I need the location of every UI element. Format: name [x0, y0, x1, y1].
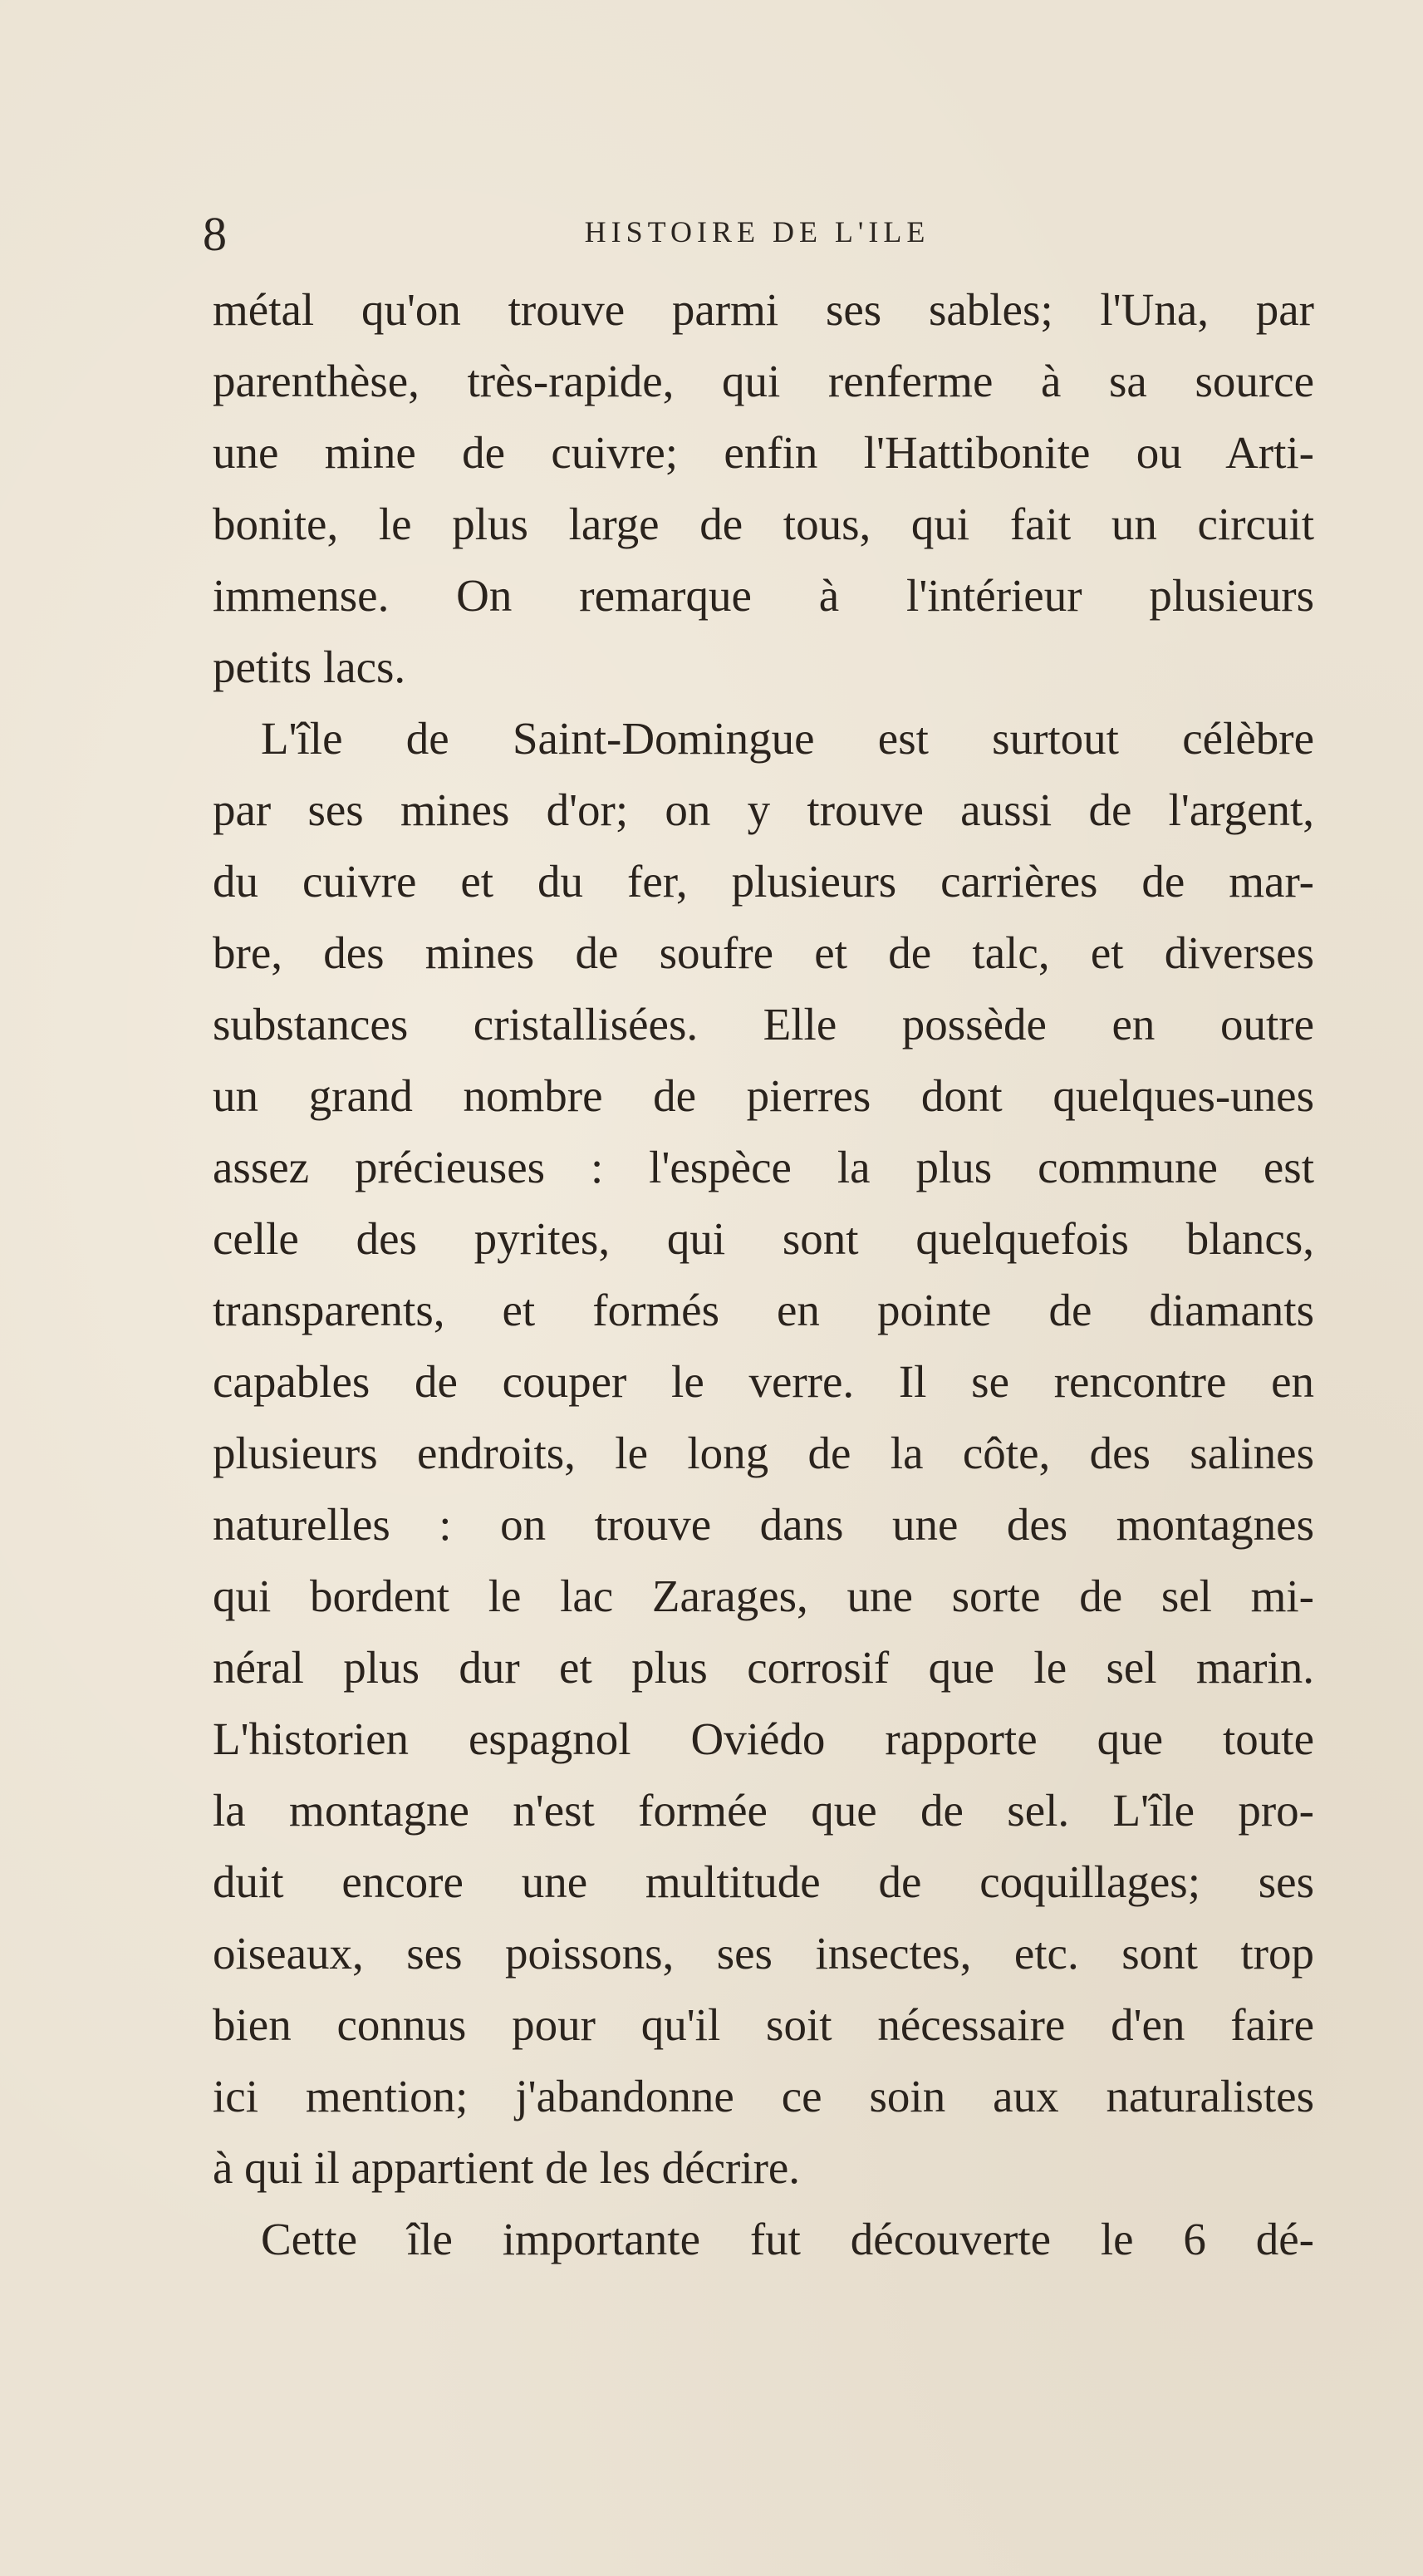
text-line: transparents, et formés en pointe de diamants — [213, 1285, 1314, 1335]
text-line: du cuivre et du fer, plusieurs carrières de mar- — [213, 856, 1314, 907]
text-line: par ses mines d'or; on y trouve aussi de l'argent, — [213, 784, 1314, 835]
page-number: 8 — [203, 207, 227, 261]
body-text — [213, 274, 1314, 2275]
text-line: un grand nombre de pierres dont quelques-unes — [213, 1070, 1314, 1121]
text-line: naturelles : on trouve dans une des montagnes — [213, 1499, 1314, 1550]
text-line: ici mention; j'abandonne ce soin aux naturalistes — [213, 2071, 1314, 2121]
text-line: à qui il appartient de les décrire. — [213, 2142, 801, 2193]
text-line: immense. On remarque à l'intérieur plusieurs — [213, 570, 1314, 621]
text-line: capables de couper le verre. Il se rencontre en — [213, 1356, 1314, 1407]
text-line: qui bordent le lac Zarages, une sorte de sel mi- — [213, 1571, 1314, 1621]
text-line: petits lacs. — [213, 642, 406, 692]
text-line: métal qu'on trouve parmi ses sables; l'Una, par — [213, 284, 1314, 335]
text-line: duit encore une multitude de coquillages; ses — [213, 1856, 1314, 1907]
text-line: la montagne n'est formée que de sel. L'île pro- — [213, 1785, 1314, 1836]
text-line: Cette île importante fut découverte le 6 dé- — [261, 2214, 1314, 2264]
running-head: HISTOIRE DE L'ILE — [584, 215, 930, 248]
text-line: une mine de cuivre; enfin l'Hattibonite ou Arti- — [213, 427, 1314, 478]
text-line: L'historien espagnol Oviédo rapporte que toute — [213, 1713, 1314, 1764]
text-line: parenthèse, très-rapide, qui renferme à sa source — [213, 356, 1314, 406]
text-line: substances cristallisées. Elle possède en outre — [213, 999, 1314, 1050]
text-line: assez précieuses : l'espèce la plus commune est — [213, 1142, 1314, 1192]
text-line: néral plus dur et plus corrosif que le sel marin. — [213, 1642, 1314, 1693]
text-line: celle des pyrites, qui sont quelquefois blancs, — [213, 1213, 1314, 1264]
text-line: L'île de Saint-Domingue est surtout célèbre — [261, 713, 1314, 764]
text-line: oiseaux, ses poissons, ses insectes, etc. sont trop — [213, 1928, 1314, 1979]
text-line: bien connus pour qu'il soit nécessaire d'en faire — [213, 1999, 1314, 2050]
text-line: plusieurs endroits, le long de la côte, des salines — [213, 1428, 1314, 1478]
text-line: bre, des mines de soufre et de talc, et diverses — [213, 927, 1314, 978]
text-line: bonite, le plus large de tous, qui fait un circuit — [213, 499, 1314, 549]
